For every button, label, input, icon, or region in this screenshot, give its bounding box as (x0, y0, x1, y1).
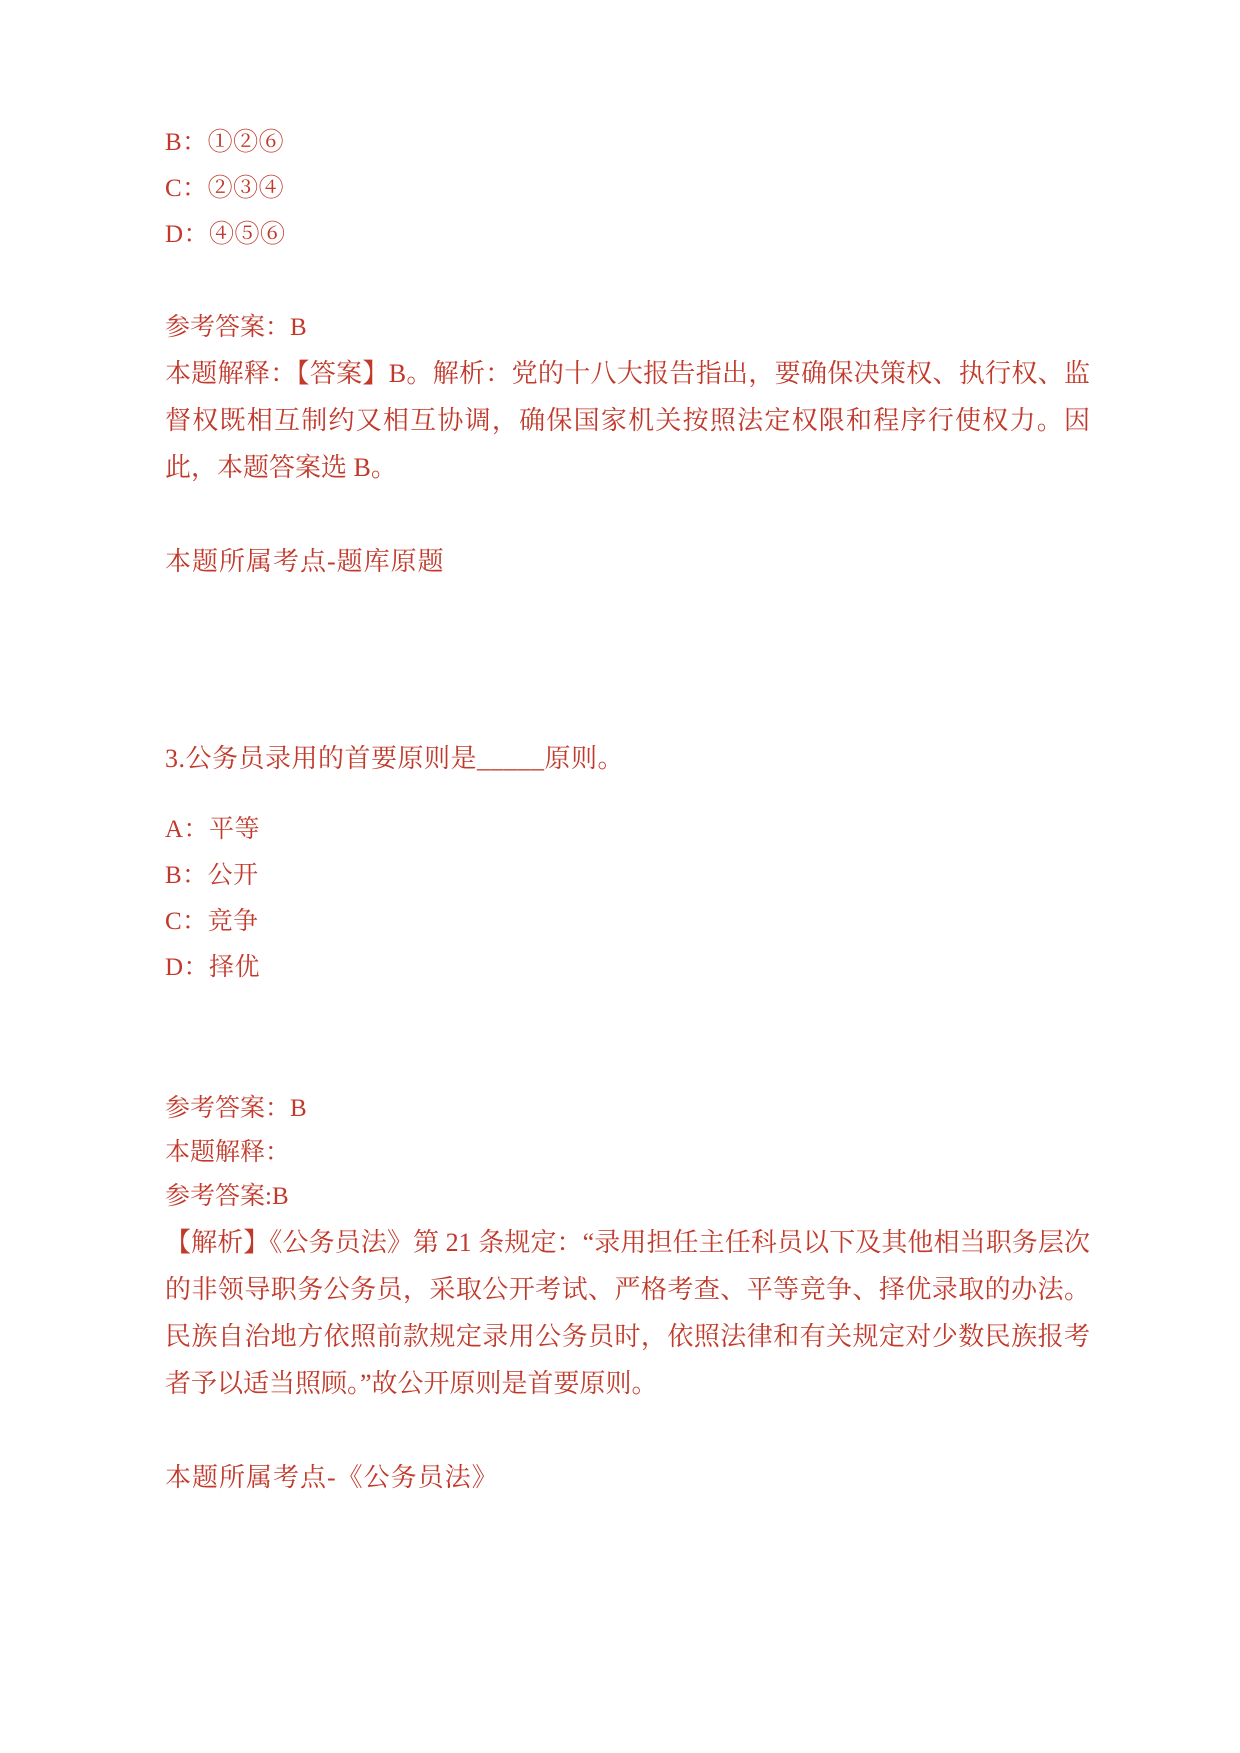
reference-answer: 参考答案：B (165, 314, 307, 341)
option-a: A：平等 (165, 816, 261, 843)
question-3 (165, 735, 1090, 1501)
option-b: B：公开 (165, 862, 259, 889)
option-c: C：竞争 (165, 908, 259, 935)
option-b: B：①②⑥ (165, 129, 285, 156)
reference-answer: 参考答案：B (165, 1095, 307, 1122)
question-2-tail (165, 120, 1090, 585)
option-d: D：④⑤⑥ (165, 221, 286, 248)
question-topic: 本题所属考点-《公务员法》 (165, 1463, 499, 1492)
question-explanation-label: 本题解释： (165, 1139, 291, 1166)
question-analysis: 【解析】《公务员法》第 21 条规定：“录用担任主任科员以下及其他相当职务层次的非领导职务公务员，采取公开考试、严格考查、平等竞争、择优录取的办法。民族自治地方依照前款规定录用公务员时，依照法律和有关规定对少数民族报考者予以适当照顾。”故公开原则是首要原则。 (165, 1228, 1090, 1398)
reference-answer-repeat: 参考答案:B (165, 1183, 289, 1210)
option-c: C：②③④ (165, 175, 285, 202)
question-topic: 本题所属考点-题库原题 (165, 547, 445, 576)
option-d: D：择优 (165, 954, 261, 981)
question-explanation: 本题解释：【答案】B。解析：党的十八大报告指出，要确保决策权、执行权、监督权既相互制约又相互协调，确保国家机关按照法定权限和程序行使权力。因此，本题答案选 B。 (165, 359, 1090, 482)
question-stem: 3.公务员录用的首要原则是_____原则。 (165, 744, 625, 773)
